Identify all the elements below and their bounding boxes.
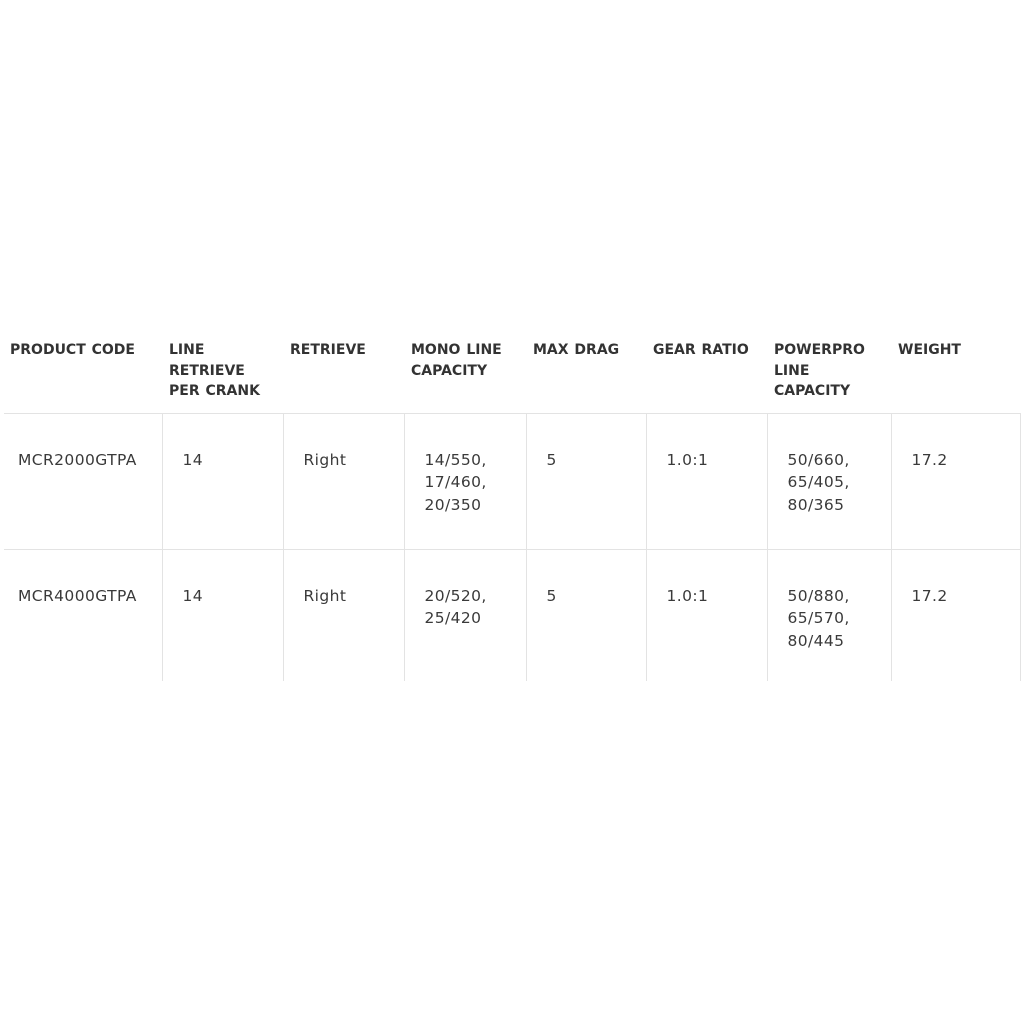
cell-line-retrieve-per-crank: 14 bbox=[162, 549, 283, 681]
cell-gear-ratio: 1.0:1 bbox=[646, 413, 767, 549]
cell-gear-ratio: 1.0:1 bbox=[646, 549, 767, 681]
cell-weight: 17.2 bbox=[891, 549, 1020, 681]
cell-mono-line-capacity: 20/520, 25/420 bbox=[404, 549, 526, 681]
cell-powerpro-line-capacity: 50/880, 65/570, 80/445 bbox=[767, 549, 891, 681]
cell-powerpro-line-capacity: 50/660, 65/405, 80/365 bbox=[767, 413, 891, 549]
header-line-retrieve-per-crank: LINE RETRIEVE PER CRANK bbox=[162, 336, 283, 413]
header-row bbox=[4, 336, 1020, 413]
cell-mono-line-capacity: 14/550, 17/460, 20/350 bbox=[404, 413, 526, 549]
header-weight: WEIGHT bbox=[891, 336, 1020, 413]
cell-retrieve: Right bbox=[283, 549, 404, 681]
header-gear-ratio: GEAR RATIO bbox=[646, 336, 767, 413]
table-row bbox=[4, 413, 1020, 549]
cell-product-code: MCR4000GTPA bbox=[18, 586, 137, 605]
cell-product-code: MCR2000GTPA bbox=[4, 413, 162, 549]
header-retrieve: RETRIEVE bbox=[283, 336, 404, 413]
header-powerpro-line-capacity: POWERPRO LINE CAPACITY bbox=[767, 336, 891, 413]
cell-weight: 17.2 bbox=[891, 413, 1020, 549]
table-row bbox=[4, 549, 1020, 681]
header-mono-line-capacity: MONO LINE CAPACITY bbox=[404, 336, 526, 413]
spec-table-body bbox=[4, 413, 1020, 681]
cell-max-drag: 5 bbox=[526, 549, 646, 681]
spec-table-header bbox=[4, 336, 1020, 413]
cell-line-retrieve-per-crank: 14 bbox=[162, 413, 283, 549]
header-max-drag: MAX DRAG bbox=[526, 336, 646, 413]
header-product-code: PRODUCT CODE bbox=[4, 336, 162, 413]
cell-retrieve: Right bbox=[283, 413, 404, 549]
cell-max-drag: 5 bbox=[526, 413, 646, 549]
spec-table bbox=[4, 336, 1021, 681]
